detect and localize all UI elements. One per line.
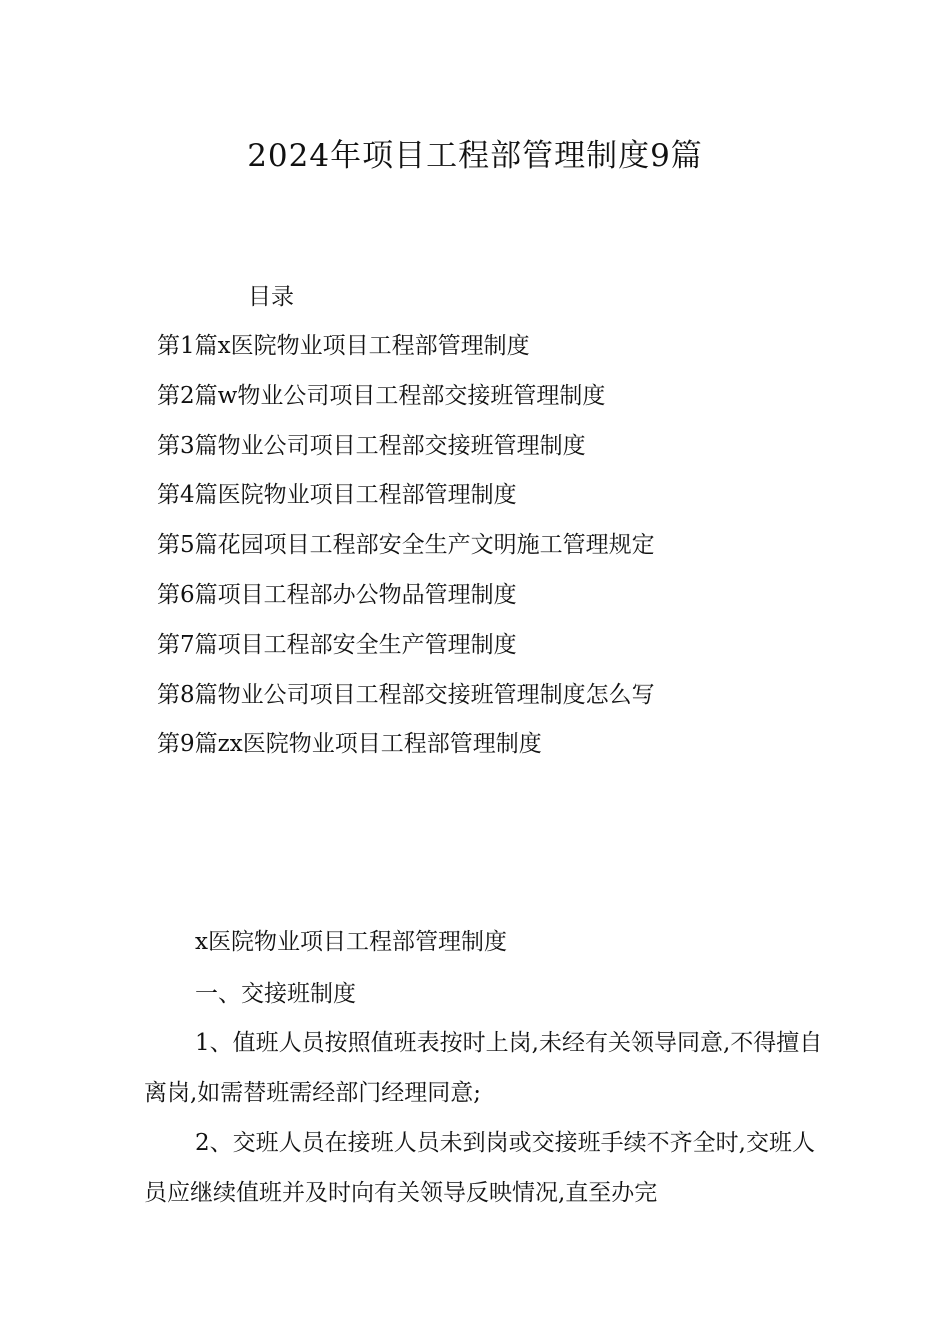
body-paragraph: 2、交班人员在接班人员未到岗或交接班手续不齐全时,交班人员应继续值班并及时向有关领导反映情况,直至办完 [144, 1130, 815, 1206]
toc-item: 第7篇项目工程部安全生产管理制度 [157, 631, 517, 658]
section-subheading: 一、交接班制度 [195, 981, 356, 1007]
toc-heading: 目录 [248, 284, 294, 310]
toc-item: 第1篇x医院物业项目工程部管理制度 [157, 333, 530, 359]
toc-item: 第2篇w物业公司项目工程部交接班管理制度 [157, 382, 606, 409]
toc-item: 第5篇花园项目工程部安全生产文明施工管理规定 [157, 532, 655, 559]
toc-item: 第6篇项目工程部办公物品管理制度 [157, 581, 517, 608]
section-title: x医院物业项目工程部管理制度 [195, 929, 507, 955]
table-of-contents [157, 330, 655, 778]
toc-item: 第8篇物业公司项目工程部交接班管理制度怎么写 [157, 681, 655, 708]
body-paragraph: 1、值班人员按照值班表按时上岗,未经有关领导同意,不得擅自离岗,如需替班需经部门经理同意; [144, 1030, 823, 1106]
toc-item: 第4篇医院物业项目工程部管理制度 [157, 482, 517, 509]
document-title: 2024年项目工程部管理制度9篇 [247, 138, 703, 174]
toc-item: 第9篇zx医院物业项目工程部管理制度 [157, 731, 542, 758]
toc-item: 第3篇物业公司项目工程部交接班管理制度 [157, 432, 586, 459]
